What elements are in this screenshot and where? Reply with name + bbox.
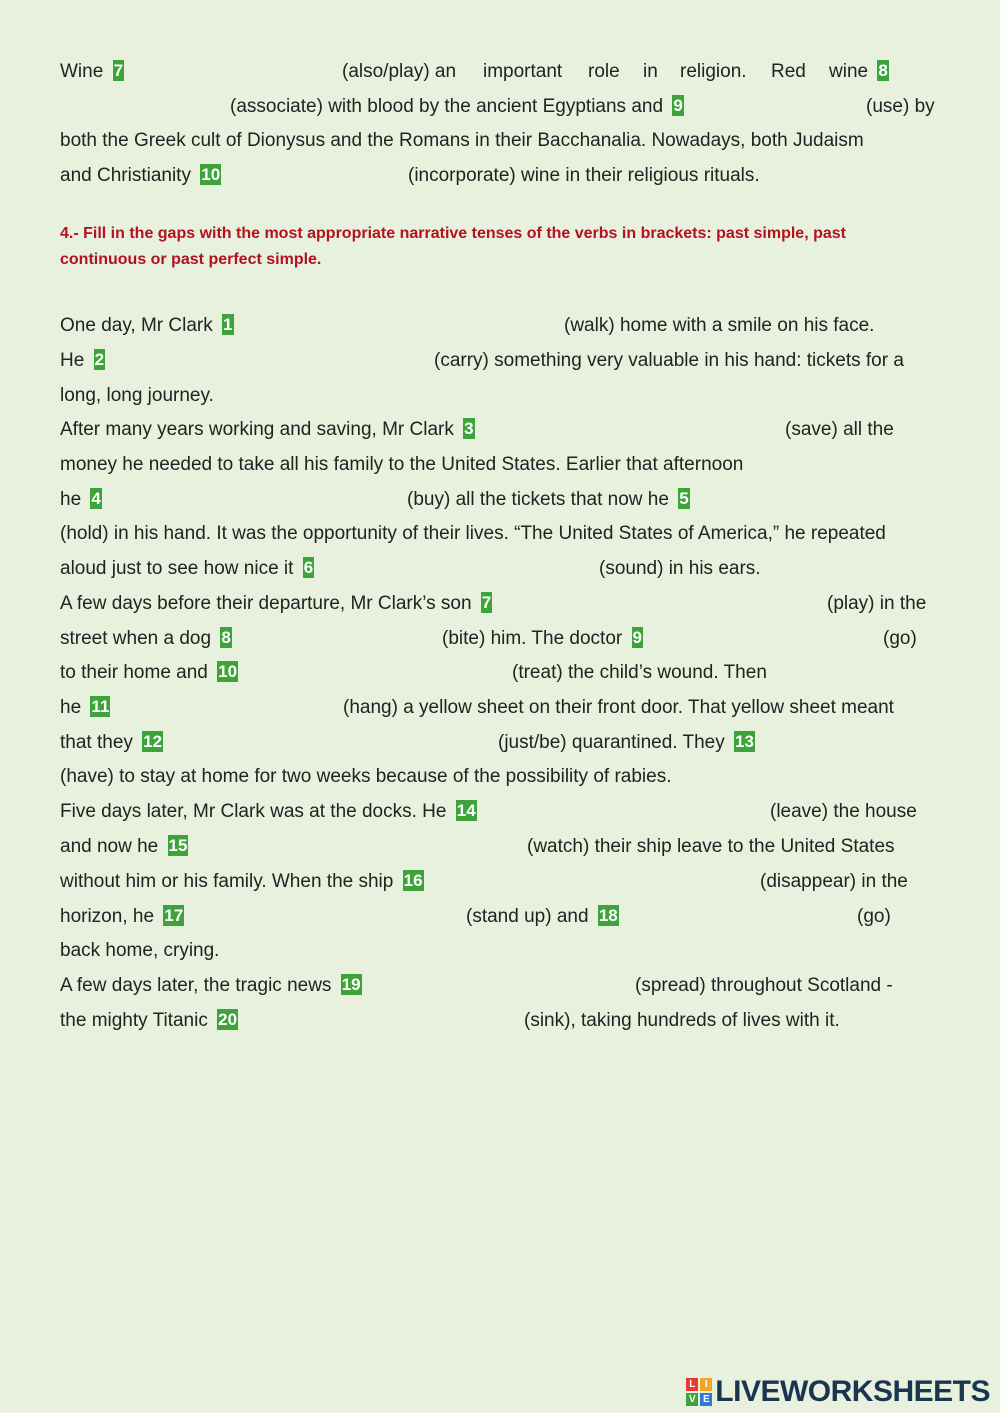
story-text-segment: [60, 487, 102, 513]
story-text-segment: [434, 348, 904, 374]
text: street when a dog: [60, 628, 217, 649]
story-line: [60, 383, 940, 409]
story-line: [60, 487, 940, 513]
gap-number-badge: 8: [878, 61, 888, 80]
text: (play) in the: [827, 593, 927, 614]
section-3-line: [60, 59, 940, 85]
gap-number-badge: 13: [735, 732, 754, 751]
text: (disappear) in the: [760, 871, 908, 892]
story-text-segment: [512, 660, 767, 686]
text: (walk) home with a smile on his face.: [564, 315, 875, 336]
section-3-text-segment: [866, 94, 935, 120]
section-3-text-segment: [483, 59, 562, 85]
gap-number-badge: 18: [598, 906, 618, 925]
section-3-text-segment: [829, 59, 889, 85]
text: both the Greek cult of Dionysus and the Romans in their Bacchanalia. Nowadays, both Judaism: [60, 130, 864, 151]
exercise-4-instruction: 4.- Fill in the gaps with the most appropriate narrative tenses of the verbs in brackets: past simple, past continuous or past perfect simple.: [60, 225, 846, 268]
gap-number-badge: 17: [164, 906, 184, 925]
gap-number-badge: 12: [143, 732, 163, 751]
gap-number-badge: 10: [201, 165, 221, 184]
story-text-segment: [442, 626, 643, 652]
story-line: [60, 313, 940, 339]
story-text-segment: [60, 799, 477, 825]
text: After many years working and saving, Mr Clark: [60, 419, 460, 440]
logo-icon-square: E: [700, 1393, 712, 1406]
text: long, long journey.: [60, 385, 214, 406]
gap-number-badge: 19: [341, 975, 361, 994]
text: (associate) with blood by the ancient Egyptians and: [230, 96, 669, 117]
gap-number-badge: 14: [456, 801, 476, 820]
story-text-segment: [883, 626, 917, 652]
text: (spread) throughout Scotland -: [635, 975, 893, 996]
liveworksheets-logo-icon: [686, 1378, 712, 1406]
story-line: [60, 695, 940, 721]
story-text-segment: [60, 348, 105, 374]
story-text-segment: [498, 730, 755, 756]
logo-icon-square: V: [686, 1393, 698, 1406]
story-text-segment: [60, 313, 234, 339]
story-text-segment: [760, 869, 908, 895]
story-line: [60, 904, 940, 930]
gap-number-badge: 2: [94, 350, 105, 369]
story-text-segment: [60, 591, 492, 617]
text: (incorporate) wine in their religious rituals.: [408, 165, 760, 186]
section-3-line: [60, 94, 940, 120]
liveworksheets-logo-text: LIVEWORKSHEETS: [715, 1375, 990, 1408]
story-line: [60, 660, 940, 686]
story-text-segment: [60, 383, 214, 409]
text: (sound) in his ears.: [599, 558, 761, 579]
gap-number-badge: 9: [673, 96, 683, 115]
section-3-text-segment: [60, 128, 864, 154]
text: wine: [829, 61, 874, 82]
story-text-segment: [60, 869, 424, 895]
text: and now he: [60, 836, 164, 857]
text: to their home and: [60, 662, 214, 683]
text: He: [60, 350, 90, 371]
text: Wine: [60, 61, 109, 82]
text: role: [588, 61, 620, 82]
story-text-segment: [857, 904, 891, 930]
story-line: [60, 764, 940, 790]
story-line: [60, 521, 940, 547]
text: horizon, he: [60, 906, 160, 927]
gap-number-badge: 11: [91, 697, 110, 716]
gap-number-badge: 3: [464, 419, 474, 438]
text: (bite) him. The doctor: [442, 628, 628, 649]
story-line: [60, 938, 940, 964]
story-text-segment: [60, 521, 886, 547]
text: that they: [60, 732, 139, 753]
story-text-segment: [60, 626, 232, 652]
gap-number-badge: 16: [403, 871, 423, 890]
section-3-line: [60, 128, 940, 154]
text: (go): [857, 906, 891, 927]
gap-number-badge: 20: [218, 1010, 238, 1029]
story-text-segment: [60, 973, 362, 999]
text: without him or his family. When the ship: [60, 871, 399, 892]
section-3-text-segment: [60, 163, 221, 189]
story-text-segment: [524, 1008, 840, 1034]
section-3-text-segment: [342, 59, 456, 85]
story-text-segment: [827, 591, 926, 617]
section-3-text-segment: [588, 59, 620, 85]
text: and Christianity: [60, 165, 197, 186]
text: Red: [771, 61, 806, 82]
section-3-text-segment: [680, 59, 747, 85]
gap-number-badge: 4: [91, 489, 101, 508]
text: (treat) the child’s wound. Then: [512, 662, 767, 683]
text: religion.: [680, 61, 747, 82]
story-text-segment: [60, 730, 163, 756]
text: (use) by: [866, 96, 935, 117]
text: (leave) the house: [770, 801, 917, 822]
section-3-text-segment: [643, 59, 658, 85]
text: (go): [883, 628, 917, 649]
story-line: [60, 452, 940, 478]
story-text-segment: [564, 313, 874, 339]
text: A few days later, the tragic news: [60, 975, 337, 996]
story-text-segment: [770, 799, 917, 825]
logo-icon-square: L: [686, 1378, 698, 1391]
gap-number-badge: 6: [303, 558, 314, 577]
logo-icon-square: I: [700, 1378, 712, 1391]
gap-number-badge: 8: [221, 628, 231, 647]
text: (watch) their ship leave to the United States: [527, 836, 895, 857]
text: One day, Mr Clark: [60, 315, 219, 336]
story-text-segment: [60, 660, 238, 686]
text: he: [60, 489, 87, 510]
story-line: [60, 869, 940, 895]
story-line: [60, 417, 940, 443]
text: (stand up) and: [466, 906, 594, 927]
text: (just/be) quarantined. They: [498, 732, 731, 753]
story-text-segment: [60, 556, 314, 582]
section-3-text-segment: [771, 59, 806, 85]
text: (buy) all the tickets that now he: [407, 489, 675, 510]
text: Five days later, Mr Clark was at the docks. He: [60, 801, 452, 822]
text: (also/play) an: [342, 61, 457, 82]
story-line: [60, 730, 940, 756]
story-text-segment: [60, 417, 475, 443]
story-text-segment: [785, 417, 894, 443]
text: (have) to stay at home for two weeks because of the possibility of rabies.: [60, 766, 672, 787]
text: A few days before their departure, Mr Clark’s son: [60, 593, 477, 614]
text: (sink), taking hundreds of lives with it.: [524, 1010, 840, 1031]
section-3-text-segment: [230, 94, 684, 120]
story-line: [60, 556, 940, 582]
story-text-segment: [407, 487, 690, 513]
text: aloud just to see how nice it: [60, 558, 299, 579]
gap-number-badge: 7: [481, 593, 492, 612]
story-text-segment: [527, 834, 895, 860]
text: (hold) in his hand. It was the opportunity of their lives. “The United States of America,” he repeated: [60, 523, 886, 544]
text: (hang) a yellow sheet on their front door. That yellow sheet meant: [343, 697, 894, 718]
story-text-segment: [60, 904, 184, 930]
liveworksheets-logo: [686, 1374, 990, 1410]
story-line: [60, 834, 940, 860]
story-line: [60, 973, 940, 999]
story-line: [60, 626, 940, 652]
gap-number-badge: 10: [218, 662, 238, 681]
text: in: [643, 61, 658, 82]
story-text-segment: [466, 904, 619, 930]
story-line: [60, 591, 940, 617]
section-3-text-segment: [60, 59, 124, 85]
text: (carry) something very valuable in his hand: tickets for a: [434, 350, 904, 371]
story-line: [60, 348, 940, 374]
story-text-segment: [60, 938, 219, 964]
story-text-segment: [635, 973, 893, 999]
text: he: [60, 697, 87, 718]
story-text-segment: [60, 452, 743, 478]
text: money he needed to take all his family to the United States. Earlier that afternoon: [60, 454, 744, 475]
story-text-segment: [599, 556, 761, 582]
story-line: [60, 1008, 940, 1034]
story-text-segment: [60, 764, 671, 790]
gap-number-badge: 5: [679, 489, 689, 508]
text: (save) all the: [785, 419, 894, 440]
story-text-segment: [60, 695, 110, 721]
gap-number-badge: 1: [223, 315, 233, 334]
gap-number-badge: 9: [632, 628, 642, 647]
story-text-segment: [343, 695, 894, 721]
gap-number-badge: 7: [113, 61, 124, 80]
text: the mighty Titanic: [60, 1010, 214, 1031]
gap-number-badge: 15: [168, 836, 188, 855]
story-text-segment: [60, 834, 188, 860]
section-3-text-segment: [408, 163, 760, 189]
section-3-line: [60, 163, 940, 189]
story-text-segment: [60, 1008, 238, 1034]
story-line: [60, 799, 940, 825]
text: important: [483, 61, 563, 82]
text: back home, crying.: [60, 940, 220, 961]
